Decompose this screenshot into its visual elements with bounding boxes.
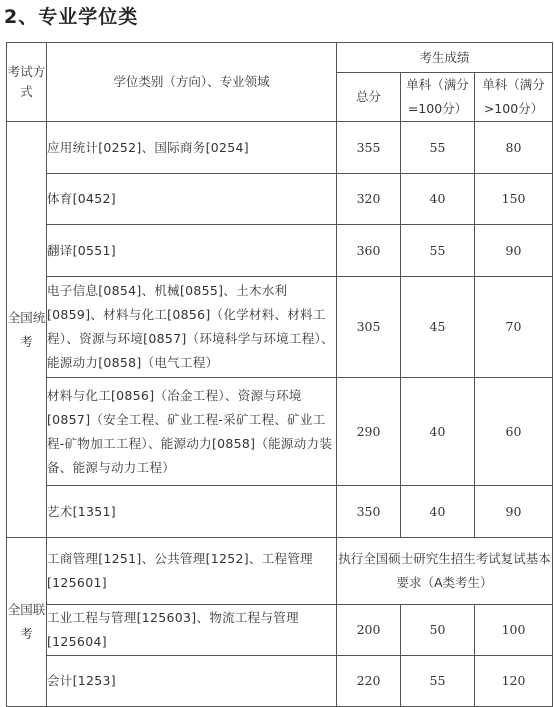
field-cell: 工商管理[1251]、公共管理[1252]、工程管理[125601] [47,538,337,605]
single-le100-cell: 55 [401,225,475,277]
header-category: 学位类别（方向）、专业领域 [47,43,337,122]
total-score-cell: 305 [337,277,401,378]
total-score-cell: 355 [337,122,401,174]
single-gt100-cell: 120 [475,656,553,707]
single-le100-cell: 45 [401,277,475,378]
single-le100-cell: 50 [401,605,475,656]
single-gt100-cell: 60 [475,378,553,486]
table-row [7,122,553,174]
table-row [7,486,553,538]
score-table [6,42,553,707]
total-score-cell: 320 [337,174,401,225]
table-row [7,225,553,277]
single-le100-cell: 55 [401,122,475,174]
header-scores-group: 考生成绩 [337,43,553,73]
field-cell: 电子信息[0854]、机械[0855]、土木水利[0859]、材料与化工[0856]（化学材料、材料工程）、资源与环境[0857]（环境科学与环境工程）、能源动力[0858]（电气工程） [47,277,337,378]
single-le100-cell: 40 [401,174,475,225]
single-le100-cell: 40 [401,486,475,538]
requirement-note-cell: 执行全国硕士研究生招生考试复试基本要求（A类考生） [337,538,553,605]
single-le100-cell: 55 [401,656,475,707]
total-score-cell: 290 [337,378,401,486]
total-score-cell: 360 [337,225,401,277]
header-mode: 考试方式 [7,43,47,122]
table-row [7,538,553,605]
table-row [7,174,553,225]
single-le100-cell: 40 [401,378,475,486]
field-cell: 工业工程与管理[125603]、物流工程与管理[125604] [47,605,337,656]
field-cell: 体育[0452] [47,174,337,225]
table-row [7,605,553,656]
exam-mode-cell: 全国统考 [7,122,47,538]
single-gt100-cell: 90 [475,225,553,277]
field-cell: 应用统计[0252]、国际商务[0254] [47,122,337,174]
table-row [7,277,553,378]
exam-mode-cell: 全国联考 [7,538,47,707]
field-cell: 翻译[0551] [47,225,337,277]
table-row [7,378,553,486]
total-score-cell: 350 [337,486,401,538]
total-score-cell: 200 [337,605,401,656]
section-title: 2、专业学位类 [4,6,139,28]
single-gt100-cell: 80 [475,122,553,174]
field-cell: 材料与化工[0856]（冶金工程）、资源与环境[0857]（安全工程、矿业工程-采矿工程、矿业工程-矿物加工工程）、能源动力[0858]（能源动力装备、能源与动力工程） [47,378,337,486]
header-single-gt100: 单科（满分>100分） [475,73,553,122]
field-cell: 会计[1253] [47,656,337,707]
field-cell: 艺术[1351] [47,486,337,538]
single-gt100-cell: 70 [475,277,553,378]
single-gt100-cell: 150 [475,174,553,225]
single-gt100-cell: 100 [475,605,553,656]
total-score-cell: 220 [337,656,401,707]
header-total: 总分 [337,73,401,122]
header-single-le100: 单科（满分=100分） [401,73,475,122]
table-row [7,656,553,707]
single-gt100-cell: 90 [475,486,553,538]
